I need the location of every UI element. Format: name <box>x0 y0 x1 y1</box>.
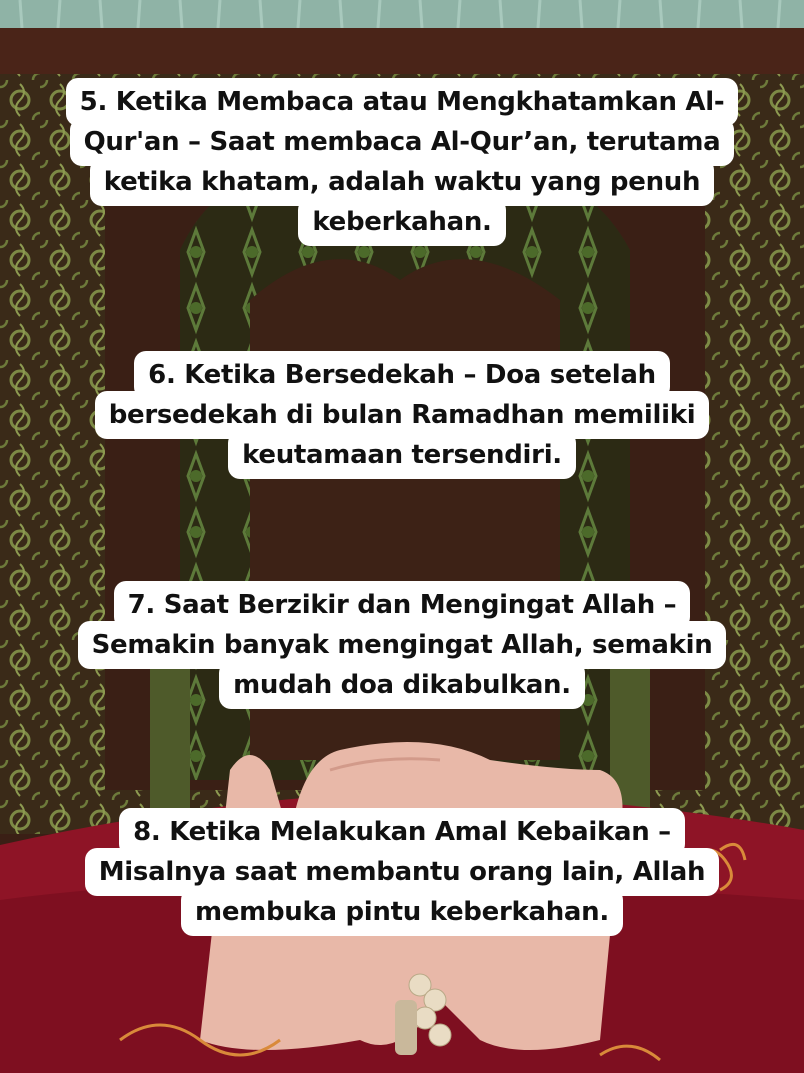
caption-line: Semakin banyak mengingat Allah, semakin <box>78 621 727 669</box>
caption-8 <box>0 812 804 932</box>
caption-line: Qur'an – Saat membaca Al-Qur’an, terutama <box>70 118 735 166</box>
caption-5 <box>0 82 804 242</box>
caption-line: 6. Ketika Bersedekah – Doa setelah <box>134 351 670 399</box>
caption-line: 7. Saat Berzikir dan Mengingat Allah – <box>114 581 691 629</box>
caption-line: keberkahan. <box>298 198 505 246</box>
caption-line: 5. Ketika Membaca atau Mengkhatamkan Al- <box>66 78 739 126</box>
caption-line: keutamaan tersendiri. <box>228 431 576 479</box>
caption-line: bersedekah di bulan Ramadhan memiliki <box>95 391 710 439</box>
caption-line: Misalnya saat membantu orang lain, Allah <box>85 848 720 896</box>
caption-line: ketika khatam, adalah waktu yang penuh <box>90 158 714 206</box>
caption-line: 8. Ketika Melakukan Amal Kebaikan – <box>119 808 685 856</box>
caption-6 <box>0 355 804 475</box>
caption-line: mudah doa dikabulkan. <box>219 661 585 709</box>
caption-line: membuka pintu keberkahan. <box>181 888 623 936</box>
caption-7 <box>0 585 804 705</box>
